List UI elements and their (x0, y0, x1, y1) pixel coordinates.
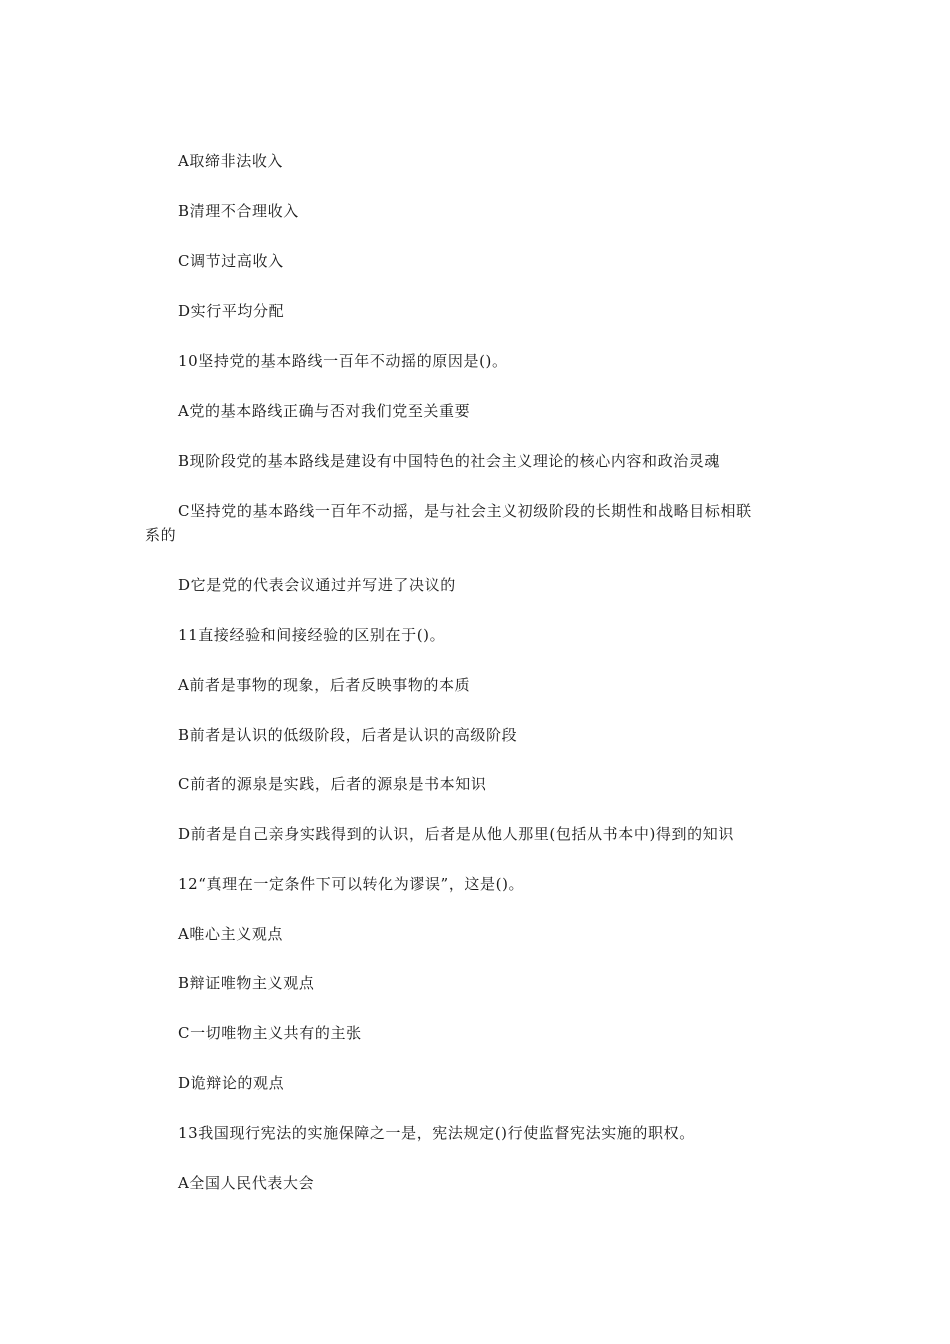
option-10c: C坚持党的基本路线一百年不动摇，是与社会主义初级阶段的长期性和战略目标相联 (178, 502, 752, 520)
question-13: 13我国现行宪法的实施保障之一是，宪法规定()行使监督宪法实施的职权。 (178, 1124, 695, 1142)
option-12c: C一切唯物主义共有的主张 (178, 1024, 362, 1042)
option-11d: D前者是自己亲身实践得到的认识，后者是从他人那里(包括从书本中)得到的知识 (178, 825, 734, 843)
question-11: 11直接经验和间接经验的区别在于()。 (178, 626, 446, 644)
option-9a: A取缔非法收入 (178, 152, 284, 170)
option-10b: B现阶段党的基本路线是建设有中国特色的社会主义理论的核心内容和政治灵魂 (178, 452, 721, 470)
option-9c: C调节过高收入 (178, 252, 284, 270)
option-9b: B清理不合理收入 (178, 202, 299, 220)
option-12a: A唯心主义观点 (178, 925, 284, 943)
option-10a: A党的基本路线正确与否对我们党至关重要 (178, 402, 471, 420)
option-13a: A全国人民代表大会 (178, 1174, 315, 1192)
option-11a: A前者是事物的现象，后者反映事物的本质 (178, 676, 471, 694)
question-10: 10坚持党的基本路线一百年不动摇的原因是()。 (178, 352, 508, 370)
option-9d: D实行平均分配 (178, 302, 285, 320)
option-12b: B辩证唯物主义观点 (178, 974, 315, 992)
option-12d: D诡辩论的观点 (178, 1074, 285, 1092)
option-11b: B前者是认识的低级阶段，后者是认识的高级阶段 (178, 726, 518, 744)
option-10c-continued: 系的 (145, 526, 177, 544)
question-12: 12“真理在一定条件下可以转化为谬误”，这是()。 (178, 875, 525, 893)
option-10d: D它是党的代表会议通过并写进了决议的 (178, 576, 456, 594)
option-11c: C前者的源泉是实践，后者的源泉是书本知识 (178, 775, 487, 793)
